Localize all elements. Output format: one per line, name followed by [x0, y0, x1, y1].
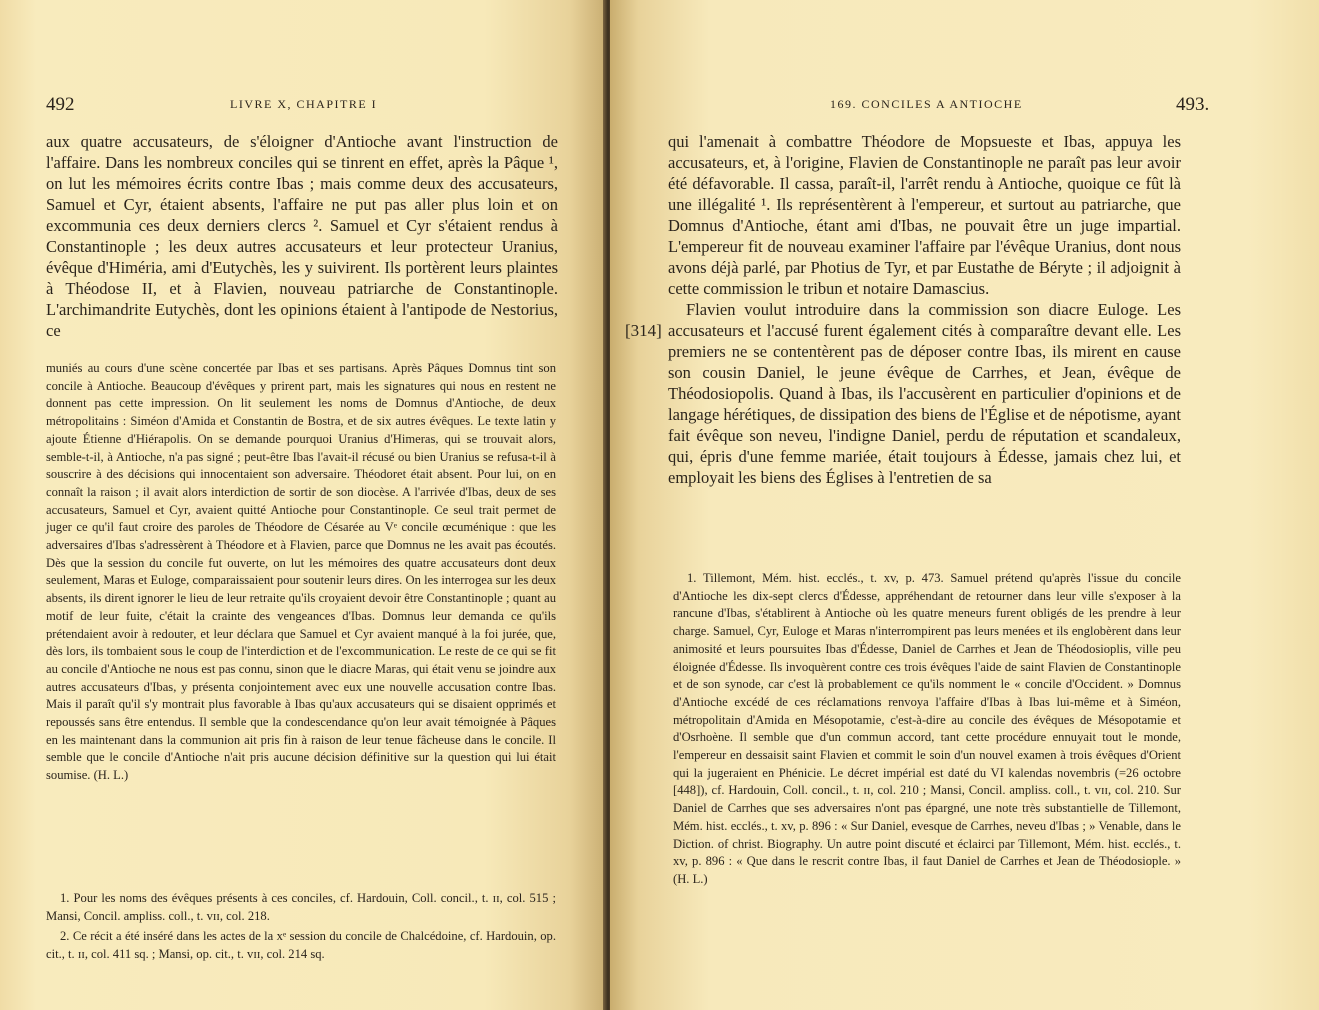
- footnote-paragraph: muniés au cours d'une scène concertée par Ibas et ses partisans. Après Pâques Domnus tint son concile à Antioche. Beaucoup d'évêques y prirent part, mais les signatures qui nous en restent ne donnent pas cette impression. On lit seulement les noms de Domnus d'Antioche, de deux métropolitains : Siméon d'Amida et Constantin de Bostra, et de six autres évêques. Le texte latin y ajoute Étienne d'Hiérapolis. On se demande pourquoi Uranius d'Himeras, qui se trouvait alors, semble-t-il, à Antioche, n'a pas signé ; peut-être Ibas l'avait-il récusé ou bien Uranius se refusa-t-il à souscrire à des décisions qui innocentaient son adversaire. Théodoret était absent. Pour lui, on en connaît la raison ; il avait alors interdiction de sortir de son diocèse. A l'arrivée d'Ibas, deux de ses accusateurs, Samuel et Cyr, avaient quitté Antioche pour Constantinople. Ce seul trait permet de juger ce qu'il faut croire des paroles de Théodore de Césarée au Vᵉ concile œcuménique : que les adversaires d'Ibas s'adressèrent à Théodore et à Flavien, parce que Domnus ne les avait pas écoutés. Dès que la session du concile fut ouverte, on lut les mémoires des quatre accusateurs dont deux seulement, Maras et Euloge, comparaissaient pour soutenir leurs dires. On les interrogea sur les deux absents, ils dirent ignorer le lieu de leur retraite qu'ils croyaient devoir être Constantinople ; quant au motif de leur fuite, c'était la crainte des vengeances d'Ibas. Domnus leur demanda ce qu'ils prétendaient avoir à redouter, et leur déclara que Samuel et Cyr avaient manqué à la foi jurée, que, dès lors, ils tombaient sous le coup de l'interdiction et de l'excommunication. Le reste de ce qui se fit au concile d'Antioche ne nous est pas connu, sinon que le diacre Maras, qui était venu se joindre aux autres accusateurs d'Ibas, y présenta conjointement avec eux une nouvelle accusation contre Ibas. Mais il paraît qu'il s'y montrait plus favorable à Ibas qu'aux accusateurs qui se disaient opprimés et repoussés sans être entendus. Il semble que la condescendance qu'on leur avait témoignée à Pâques en les maintenant dans la communion ait pris fin à raison de leur tenue fâcheuse dans le concile. Il semble que le concile d'Antioche n'ait pris aucune décision définitive sur la question qui lui était soumise. (H. L.): [46, 361, 556, 783]
- page-number: 493.: [1176, 94, 1210, 115]
- paragraph: qui l'amenait à combattre Théodore de Mopsueste et Ibas, appuya les accusateurs, et, à l'origine, Flavien de Constantinople ne paraît pas leur avoir été défavorable. Il cassa, paraît-il, l'arrêt rendu à Antioche, quoique ce fût là une illégalité ¹. Ils représentèrent à l'empereur, et surtout au patriarche, que Domnus d'Antioche, étant ami d'Ibas, ne pouvait être un juge impartial. L'empereur fit de nouveau examiner l'affaire par l'évêque Uranius, dont nous avons déjà parlé, par Photius de Tyr, et par Eustathe de Béryte ; il adjoignit à cette commission le tribun et notaire Damascius.: [668, 132, 1181, 298]
- running-head: LIVRE X, CHAPITRE I: [230, 97, 378, 111]
- page-number: 492: [46, 94, 75, 115]
- body-text: [668, 131, 1181, 488]
- footnote-continuation: [46, 360, 556, 785]
- marginal-reference: [314]: [625, 321, 662, 340]
- running-head: 169. CONCILES A ANTIOCHE: [830, 97, 1023, 111]
- footnotes: [673, 570, 1181, 889]
- body-text: [46, 131, 558, 341]
- footnote-2: 2. Ce récit a été inséré dans les actes de la xᵉ session du concile de Chalcédoine, cf. Hardouin, op. cit., t. ɪɪ, col. 411 sq. ; Mansi, op. cit., t. ᴠɪɪ, col. 214 sq.: [46, 929, 556, 962]
- footnote-1: 1. Pour les noms des évêques présents à ces conciles, cf. Hardouin, Coll. concil., t. ɪɪ, col. 515 ; Mansi, Concil. ampliss. coll., t. ᴠɪɪ, col. 218.: [46, 891, 556, 923]
- right-page: [610, 0, 1319, 1010]
- paragraph: Flavien voulut introduire dans la commission son diacre Euloge. Les accusateurs et l'accusé furent également cités à comparaître devant elle. Les premiers ne se contentèrent pas de déposer contre Ibas, ils mirent en cause son cousin Daniel, le jeune évêque de Carrhes, et Jean, évêque de Théodosiopolis. Quand à Ibas, ils l'accusèrent en particulier d'opinions et de langage hérétiques, de dissipation des biens de l'Église et de népotisme, ayant fait évêque son neveu, l'indigne Daniel, perdu de réputation et scandaleux, qui, épris d'une femme mariée, était toujours à Édesse, jamais chez lui, et employait les biens des Églises à l'entretien de sa: [668, 300, 1181, 487]
- left-page: [0, 0, 606, 1010]
- footnotes: [46, 890, 556, 964]
- paragraph: aux quatre accusateurs, de s'éloigner d'Antioche avant l'instruction de l'affaire. Dans les nombreux conciles qui se tinrent en effet, après la Pâque ¹, on lut les mémoires écrits contre Ibas ; mais comme deux des accusateurs, Samuel et Cyr, étaient absents, l'affaire ne put pas aller plus loin et on excommunia ces deux derniers clercs ². Samuel et Cyr s'étaient rendus à Constantinople ; les deux autres accusateurs et leur protecteur Uranius, évêque d'Himéria, ami d'Eutychès, les y suivirent. Ils portèrent leurs plaintes à Théodose II, et à Flavien, nouveau patriarche de Constantinople. L'archimandrite Eutychès, dont les opinions étaient à l'antipode de Nestorius, ce: [46, 132, 558, 340]
- footnote-1: 1. Tillemont, Mém. hist. ecclés., t. xv, p. 473. Samuel prétend qu'après l'issue du concile d'Antioche les dix-sept clercs d'Édesse, appréhendant de retourner dans leur ville s'exposer à la rancune d'Ibas, s'établirent à Antioche où les quatre meneurs furent obligés de les prendre à leur charge. Samuel, Cyr, Euloge et Maras n'interrompirent pas leurs menées et ils englobèrent dans leur animosité et leurs poursuites Ibas d'Édesse, Daniel de Carrhes et Jean de Théodosioplis, ville peu éloignée d'Édesse. Ils invoquèrent contre ces trois évêques l'aide de saint Flavien de Constantinople et de son synode, car c'est là probablement ce qu'ils nomment le « concile d'Occident. » Domnus d'Antioche excédé de ces réclamations renvoya l'affaire d'Ibas à Ibas lui-même et à Siméon, métropolitain d'Amida en Mésopotamie, c'est-à-dire au concile des évêques de Mésopotamie et d'Osrhoène. Il semble que d'un commun accord, tant cette procédure ennuyait tout le monde, l'empereur en dessaisit saint Flavien et commit le soin d'un nouvel examen à trois évêques d'Orient qui la jugeraient en Phénicie. Le décret impérial est daté du VI kalendas novembris (=26 octobre [448]), cf. Hardouin, Coll. concil., t. ɪɪ, col. 210 ; Mansi, Concil. ampliss. coll., t. ᴠɪɪ, col. 210. Sur Daniel de Carrhes que ses adversaires n'ont pas épargné, une note très substantielle de Tillemont, Mém. hist. ecclés., t. xv, p. 896 : « Sur Daniel, evesque de Carrhes, neveu d'Ibas ; » Venable, dans le Diction. of christ. Biography. Un autre point discuté et éclairci par Tillemont, Mém. hist. ecclés., t. xv, p. 896 : « Que dans le rescrit contre Ibas, il faut Daniel de Carrhes et Jean de Théodosiople. » (H. L.): [673, 571, 1181, 886]
